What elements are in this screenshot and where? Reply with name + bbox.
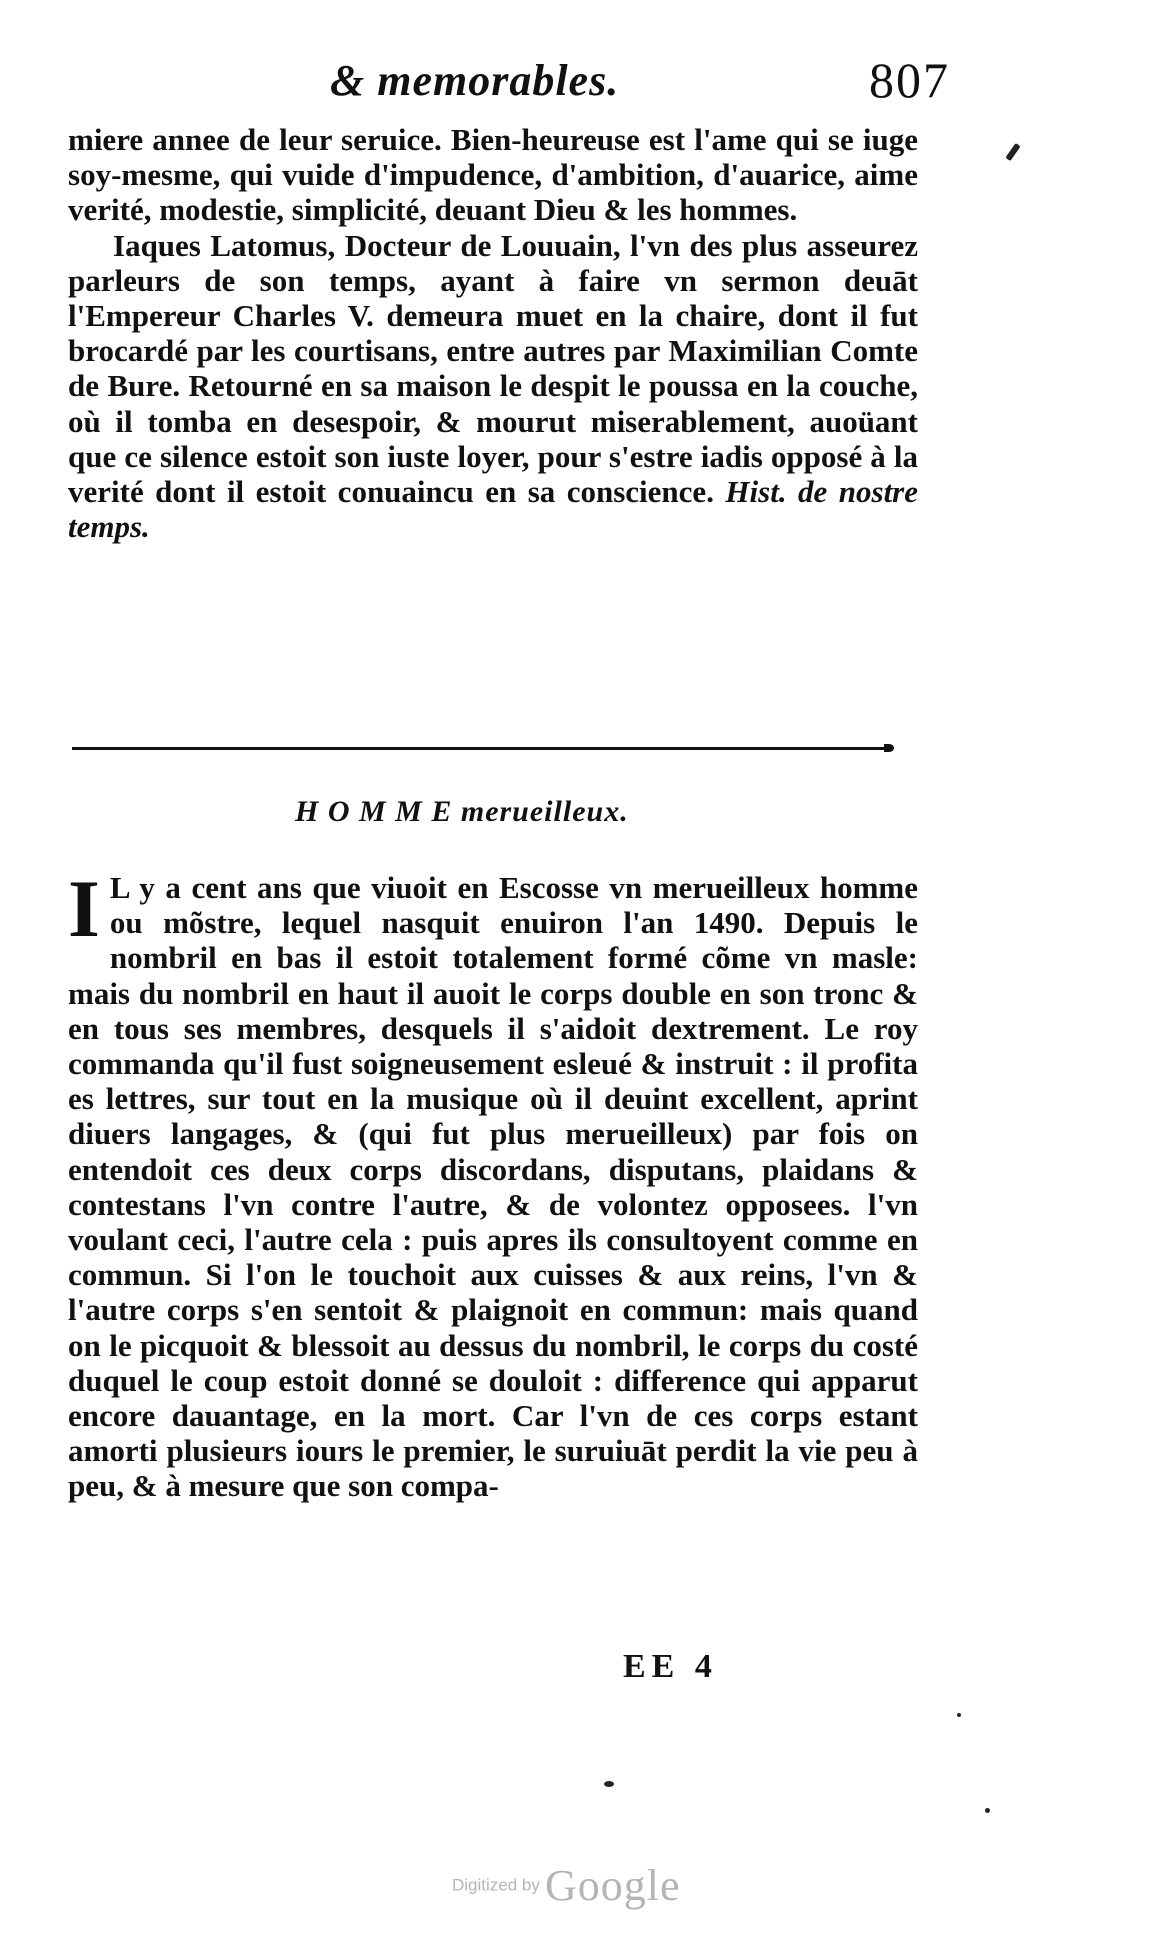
watermark-digitized-by: Digitized by <box>452 1875 540 1895</box>
digitized-watermark <box>452 1860 681 1910</box>
section-divider-tip <box>884 744 894 752</box>
ink-speck <box>957 1713 961 1717</box>
page-number: 807 <box>869 52 950 108</box>
section-divider <box>72 747 890 750</box>
running-head: & memorables. <box>330 56 620 105</box>
marvel-text: L y a cent ans que viuoit en Escosse vn merueilleux homme ou mõstre, lequel nasquit enuiron l'an 1490. Depuis le nombril en bas il estoit totalement formé cõme vn masle: mais du nombril en haut il auoit le corps double en son tronc & en tous ses membres, desquels il s'aidoit dextrement. Le roy commanda qu'il fust soigneusement esleué & instruit : il profita es lettres, sur tout en la musique où il deuint excellent, aprint diuers langages, & (qui fut plus merueilleux) par fois on entendoit ces deux corps discordans, disputans, plaidans & contestans l'vn contre l'autre, & de volontez opposees. l'vn voulant ceci, l'autre cela : puis apres ils consultoyent comme en commun. Si l'on le touchoit aux cuisses & aux reins, l'vn & l'autre corps s'en sentoit & plaignoit en commun: mais quand on le picquoit & blessoit au dessus du nombril, le corps du costé duquel le coup estoit donné se douloit : difference qui apparut encore dauantage, en la mort. Car l'vn de ces corps estant amorti plusieurs iours le premier, le suruiuāt perdit la vie peu à peu, & à mesure que son compa- <box>68 870 918 1504</box>
second-section <box>68 863 918 1504</box>
drop-cap: I <box>68 863 100 954</box>
latomus-text: Iaques Latomus, Docteur de Louuain, l'vn des plus asseurez parleurs de son temps, ayant à faire vn sermon deuāt l'Empereur Charles V. demeura muet en la chaire, dont il fut brocardé par les courtisans, entre autres par Maximilian Comte de Bure. Retourné en sa maison le despit le poussa en la couche, où il tomba en desespoir, & mourut miserablement, auoüant que ce silence estoit son iuste loyer, pour s'estre iadis opposé à la verité dont il estoit conuaincu en sa conscience. <box>68 227 918 510</box>
watermark-google-logo: Google <box>544 1861 681 1910</box>
ink-speck <box>604 1781 614 1787</box>
section-heading: H O M M E merueilleux. <box>295 795 629 828</box>
first-section <box>68 122 918 544</box>
page-header <box>330 52 950 115</box>
ink-speck <box>985 1808 990 1813</box>
continued-paragraph: miere annee de leur seruice. Bien-heureuse est l'ame qui se iuge soy-mesme, qui vuide d'impudence, d'ambition, d'auarice, aime verité, modestie, simplicité, deuant Dieu & les hommes. <box>68 122 918 228</box>
marvel-paragraph <box>68 863 918 1504</box>
ink-speck <box>1005 143 1020 161</box>
signature-mark: EE 4 <box>623 1648 718 1685</box>
citation: Hist. de nostre temps. <box>68 474 919 545</box>
latomus-paragraph <box>68 228 918 545</box>
